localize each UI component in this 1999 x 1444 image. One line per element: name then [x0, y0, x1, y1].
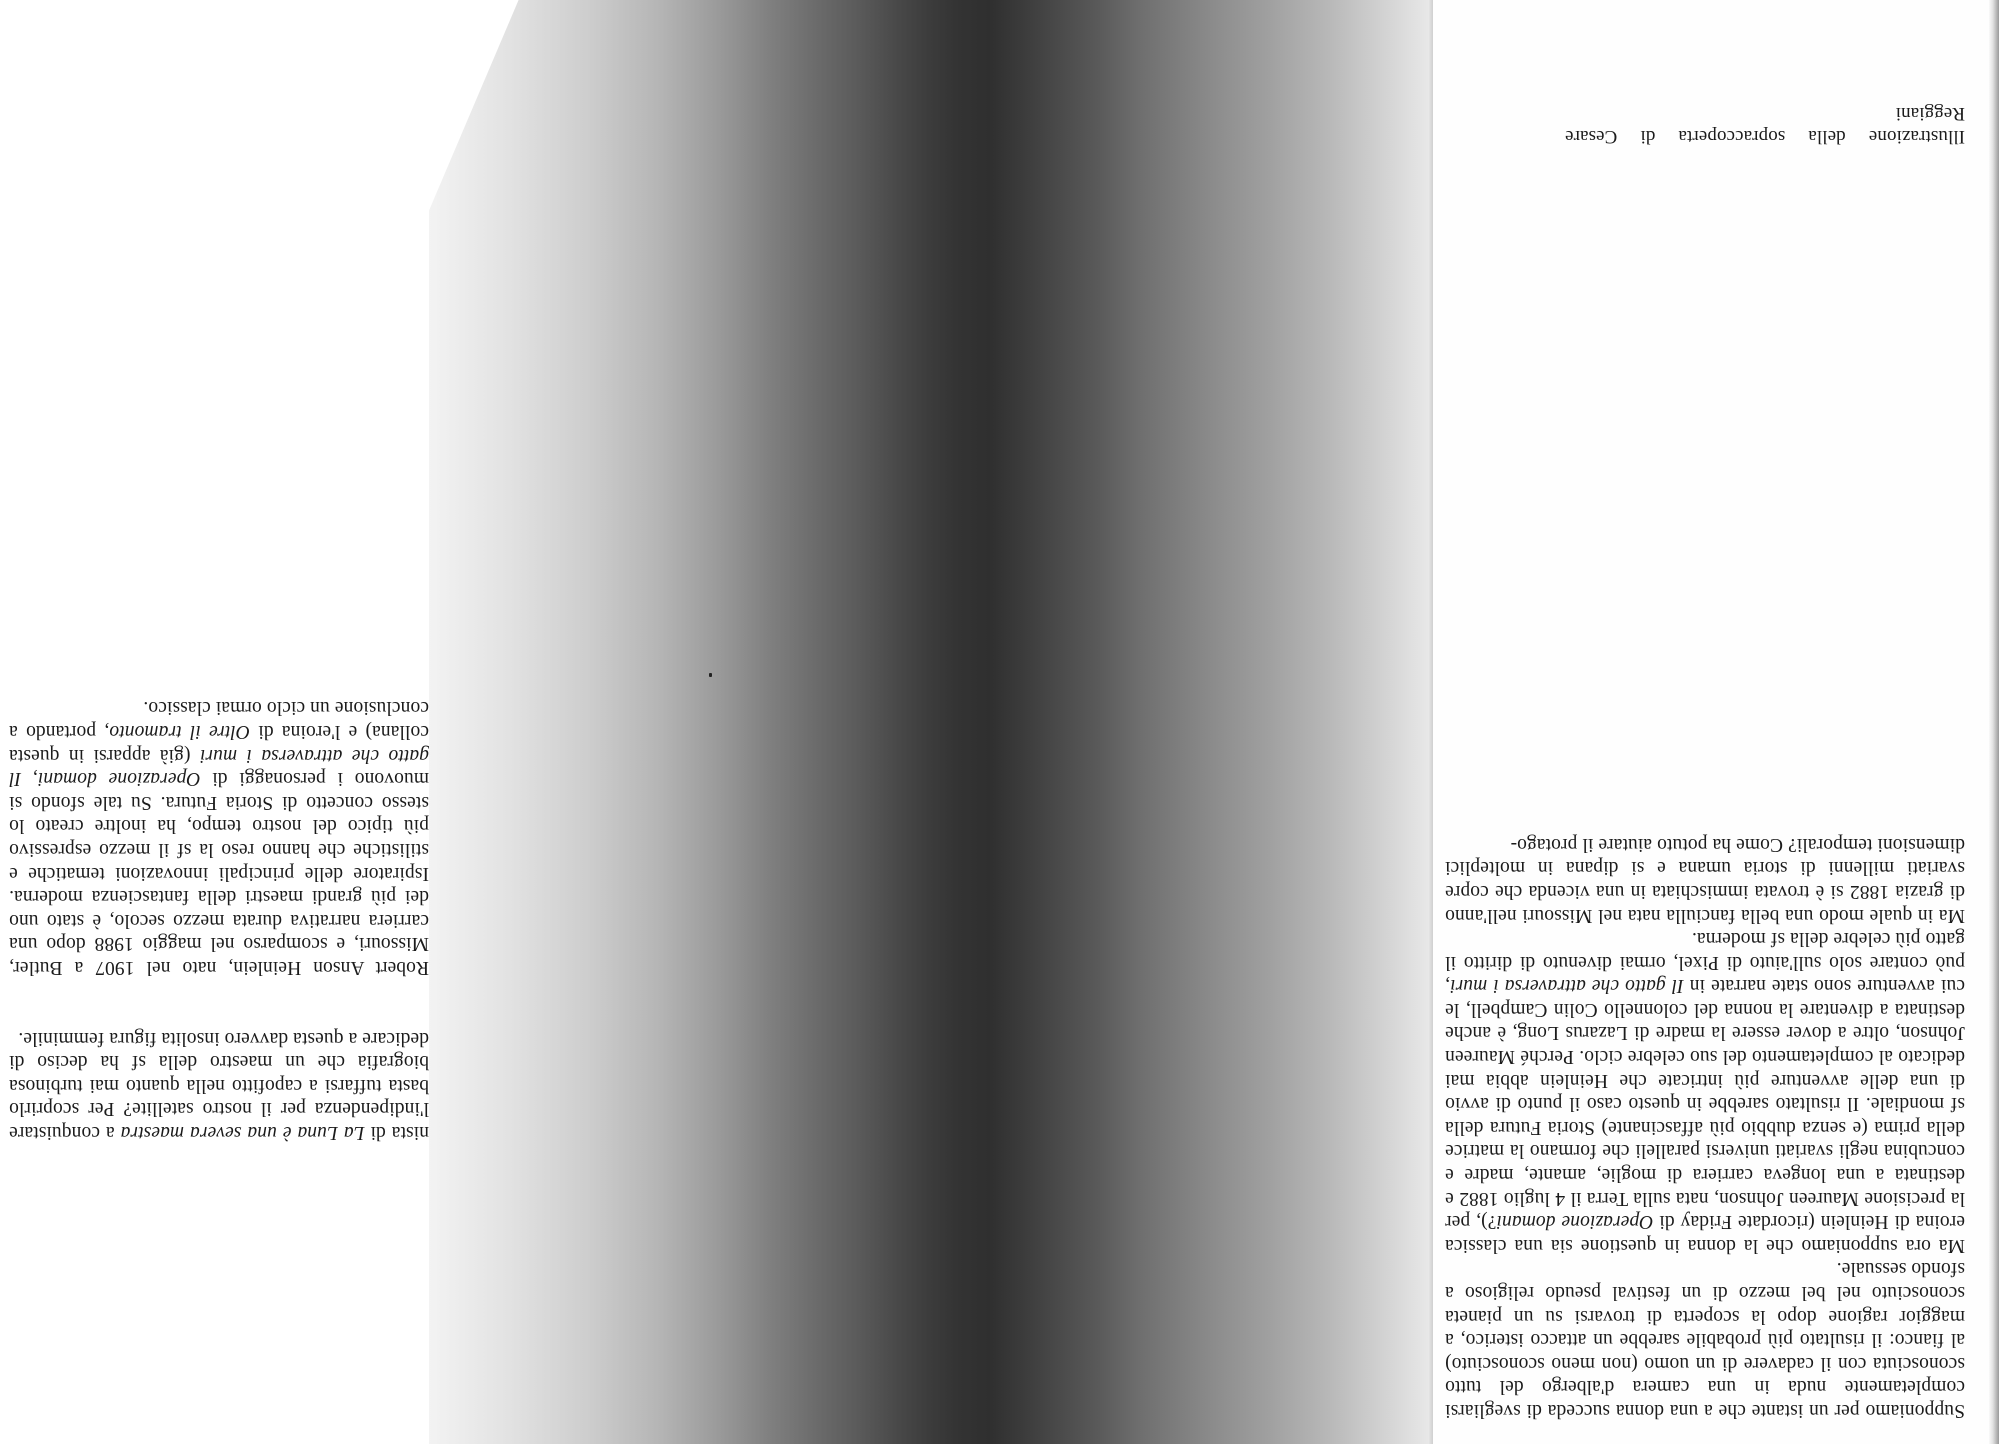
front-flap-paragraph-1: Supponiamo per un istante che a una donna succeda di svegliarsi completamente nuda in una camera d'albergo del tutto sconosciuta con il cadavere di un uomo (non meno sconosciuto) al fianco: il risultato più probabile sarebbe un attacco isterico, a maggior ragione dopo la scoperta di trovarsi su un pianeta sconosciuto nel bel mezzo di un festival pseudo religioso a sfondo sessuale.: [1445, 1258, 1965, 1421]
front-flap-paragraph-2: Ma ora supponiamo che la donna in questione sia una classica eroina di Heinlein (ricordate Friday di Operazione domani?), per la precisione Maureen Johnson, nata sulla Terra il 4 luglio 1882 e destinata a una longeva carriera di moglie, amante, madre e concubina negli svariati universi paralleli che formano la matrice della prima (e senza dubbio più affascinante) Storia Futura della sf mondiale. Il risultato sarebbe in questo caso il punto di avvio di una delle avventure più intricate che Heinlein abbia mai dedicato al completamento del suo celebre ciclo. Perché Maureen Johnson, oltre a dover essere la madre di Lazarus Long, è anche destinata a diventare la nonna del colonnello Colin Campbell, le cui avventure sono state narrate in Il gatto che attraversa i muri, può contare solo sull'aiuto di Pixel, ormai divenuto di diritto il gatto più celebre della sf moderna.: [1444, 928, 1965, 1256]
cover-credit-text: Illustrazione della sopraccoperta di Cesare Reggiani: [1565, 103, 1965, 147]
front-flap-text: [1444, 832, 1965, 1422]
cover-credit: [1565, 102, 1965, 148]
back-flap-text: [9, 696, 429, 1144]
front-flap: [1429, 0, 1999, 1444]
back-flap-paragraph-1: nista di La Luna è una severa maestra a conquistare l'indipendenza per il nostro satellite? Per scoprirlo basta tuffarsi a capofitto nella quanto mai turbinosa biografia che un maestro della sf ha deciso di dedicare a questa davvero insolita figura femminile.: [9, 1027, 429, 1143]
back-flap-paragraph-2: Robert Anson Heinlein, nato nel 1907 a Butler, Missouri, e scomparso nel maggio 1988 dopo una carriera narrativa durata mezzo secolo, è stato uno dei più grandi maestri della fantascienza moderna. Ispiratore delle principali innovazioni tematiche e stilistiche che hanno reso la sf il mezzo espressivo più tipico del nostro tempo, ha inoltre creato lo stesso concetto di Storia Futura. Su tale sfondo si muovono i personaggi di Operazione domani, Il gatto che attraversa i muri (già apparsi in questa collana) e l'eroina di Oltre il tramonto, portando a conclusione un ciclo ormai classico.: [8, 697, 429, 979]
dust-speck: [709, 673, 712, 677]
cover-shading: [429, 0, 1429, 1444]
scan-edge: [1989, 0, 1999, 1444]
front-flap-paragraph-3: Ma in quale modo una bella fanciulla nata nel Missouri nell'anno di grazia 1882 si è trovata immischiata in una vicenda che copre svariati millenni di storia umana e si dipana in molteplici dimensioni temporali? Come ha potuto aiutare il protago-: [1445, 833, 1965, 926]
